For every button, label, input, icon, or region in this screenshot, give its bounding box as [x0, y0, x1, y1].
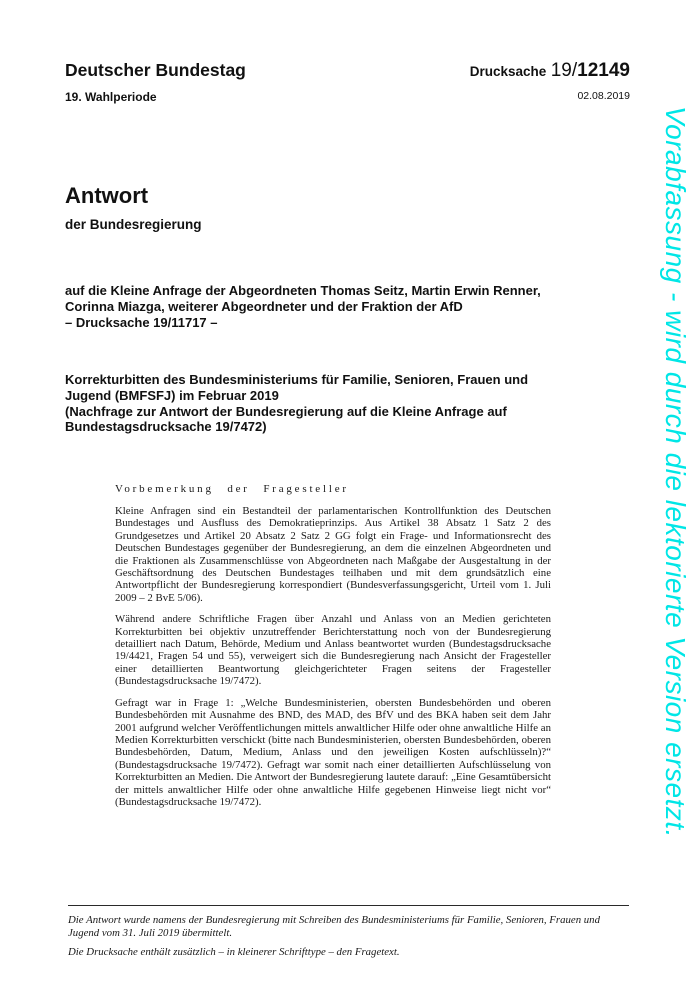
body-paragraph: Gefragt war in Frage 1: „Welche Bundesministerien, obersten Bundesbehörden und oberen Bundesbehörden mit Ausnahme des BND, des MAD, des BfV und des BKA haben seit dem Jahr 2001 aufgrund welcher Veröffentlichungen mittels anwaltlicher Hilfe oder ohne anwaltliche Hilfe an Medien Korrekturbitten verschickt (bitte nach Bundesministerien, obersten Bundesbehörden, oberen Bundesbehörden, Datum, Medium, Anlass und den jeweiligen Kosten aufschlüsseln)?“ (Bundestagsdrucksache 19/7472). Gefragt war somit nach einer detaillierten Aufschlüsselung von Korrekturbitten an Medien. Die Antwort der Bundesregierung lautete darauf: „Eine Gesamtübersicht der mittels anwaltlicher Hilfe oder ohne anwaltliche Hilfe gegebenen Hinweise liegt nicht vor“ (Bundestagsdrucksache 19/7472).: [115, 696, 551, 808]
body-paragraph: Während andere Schriftliche Fragen über Anzahl und Anlass von an Medien gerichteten Korrekturbitten bei objektiv unzutreffender Berichterstattung noch von der Bundesregierung detailliert nach Datum, Behörde, Medium und Anlass beantwortet wurden (Bundestagsdrucksache 19/4421, Fragen 54 und 55), verweigert sich die Bundesregierung nach Ansicht der Fragesteller einer detaillierten Beantwortung gleichgerichteter Fragen seitens der Fragesteller (Bundestagsdrucksache 19/7472).: [115, 613, 551, 688]
request-reference-block: [65, 283, 541, 330]
subject-block: [65, 372, 528, 435]
document-subtitle: der Bundesregierung: [65, 217, 202, 232]
document-title: Antwort: [65, 183, 149, 208]
subject-line: Bundestagsdrucksache 19/7472): [65, 419, 267, 435]
subject-line: Jugend (BMFSFJ) im Februar 2019: [65, 387, 279, 403]
footer-block: [68, 905, 629, 966]
legislative-period: 19. Wahlperiode: [65, 90, 157, 104]
footer-divider: [68, 905, 629, 906]
document-date: 02.08.2019: [577, 90, 630, 102]
document-header-right: [470, 60, 630, 102]
footer-note-transmission: Die Antwort wurde namens der Bundesregierung mit Schreiben des Bundesministeriums für Familie, Senioren, Frauen und Jugend vom 31. Juli 2019 übermittelt.: [68, 914, 600, 940]
request-line: Corinna Miazga, weiterer Abgeordneter und der Fraktion der AfD: [65, 298, 463, 314]
preliminary-remarks-section: [115, 483, 551, 817]
request-line: auf die Kleine Anfrage der Abgeordneten Thomas Seitz, Martin Erwin Renner,: [65, 283, 541, 298]
prepublication-watermark: Vorabfassung - wird durch die lektorierte Version ersetzt.: [660, 106, 691, 838]
document-type-label: Drucksache: [469, 64, 547, 79]
body-paragraph: Kleine Anfragen sind ein Bestandteil der parlamentarischen Kontrollfunktion des Deutschen Bundestages und Ausfluss des Demokratieprinzips. Aus Artikel 38 Absatz 1 Satz 2 des Grundgesetzes und Artikel 20 Absatz 2 Satz 2 GG folgt ein Frage- und Informationsrecht des Deutschen Bundestages gegenüber der Bundesregierung, an dem die einzelnen Abgeordneten und die Fraktionen als Zusammenschlüsse von Abgeordneten nach Maßgabe der Ausgestaltung in der Geschäftsordnung des Deutschen Bundestages teilhaben und mit dem grundsätzlich eine Antwortpflicht der Bundesregierung korrespondiert (Bundesverfassungsgericht, Urteil vom 1. Juli 2009 – 2 BvE 5/06).: [115, 505, 551, 604]
section-heading: Vorbemerkung der Fragesteller: [115, 483, 349, 495]
title-block: [65, 183, 202, 232]
document-number: 12149: [577, 60, 630, 81]
document-number-prefix: 19/: [550, 60, 578, 81]
subject-line: Korrekturbitten des Bundesministeriums für Familie, Senioren, Frauen und: [65, 372, 529, 387]
document-number-line: [470, 60, 630, 82]
issuing-organization: Deutscher Bundestag: [65, 60, 246, 80]
request-line: – Drucksache 19/11717 –: [65, 314, 218, 330]
footer-note-typography: Die Drucksache enthält zusätzlich – in kleinerer Schrifttype – den Fragetext.: [68, 946, 400, 959]
document-header-left: [65, 60, 246, 104]
subject-line: (Nachfrage zur Antwort der Bundesregierung auf die Kleine Anfrage auf: [65, 403, 507, 419]
